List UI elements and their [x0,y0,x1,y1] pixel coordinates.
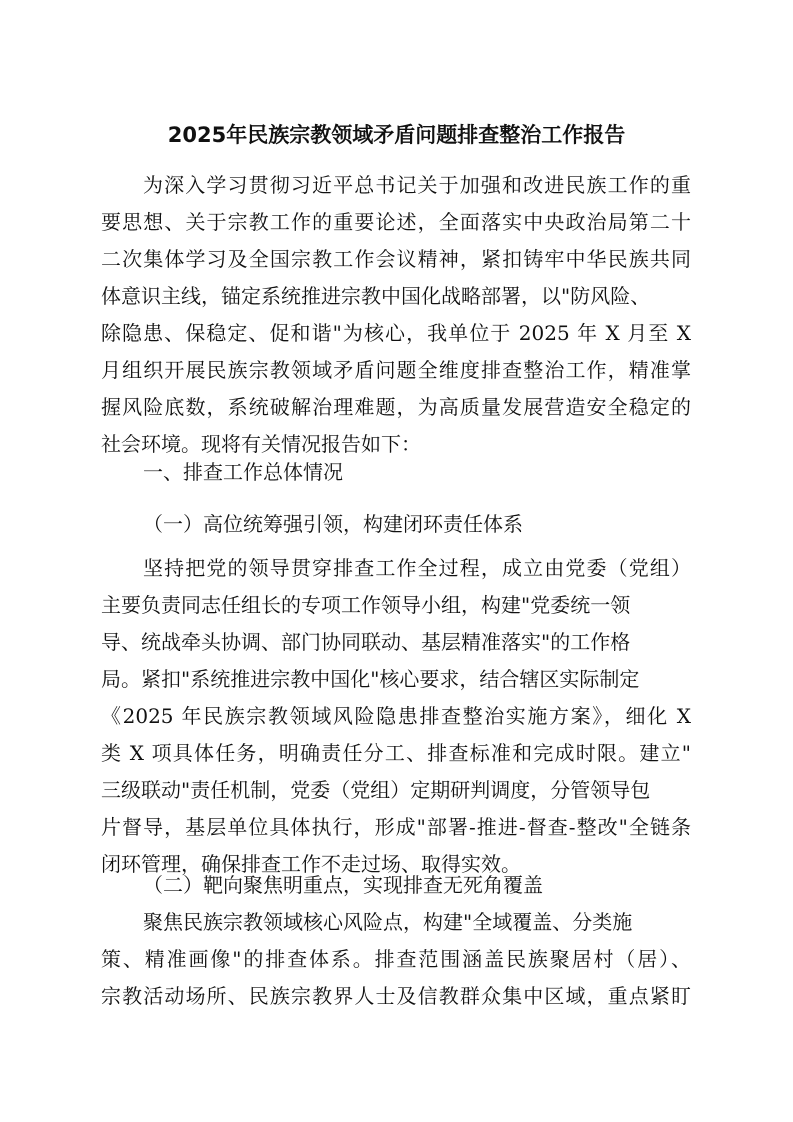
paragraph-1 [101,550,691,883]
text-line: 类 X 项具体任务，明确责任分工、排查标准和完成时限。建立" [101,741,691,765]
document-title: 2025年民族宗教领域矛盾问题排查整治工作报告 [167,123,626,147]
text-line: 主要负责同志任组长的专项工作领导小组，构建"党委统一领 [101,593,631,617]
text-line: 策、精准画像"的排查体系。排查范围涵盖民族聚居村（居）、 [101,947,691,971]
text-line: 除隐患、保稳定、促和谐"为核心，我单位于 2025 年 X 月至 X [101,321,691,345]
text-line: 体意识主线，锚定系统推进宗教中国化战略部署，以"防风险、 [101,284,651,308]
subsection-heading-1: （一）高位统筹强引领，构建闭环责任体系 [143,512,523,536]
text-line: 月组织开展民族宗教领域矛盾问题全维度排查整治工作，精准掌 [101,358,691,382]
intro-paragraph [101,167,691,463]
text-line: 坚持把党的领导贯穿排查工作全过程，成立由党委（党组） [143,556,691,580]
subsection-heading-2: （二）靶向聚焦明重点，实现排查无死角覆盖 [143,873,543,897]
text-line: 社会环境。现将有关情况报告如下： [101,432,421,456]
text-line: 闭环管理，确保排查工作不走过场、取得实效。 [101,852,521,876]
text-line: 局。紧扣"系统推进宗教中国化"核心要求，结合辖区实际制定 [101,667,640,691]
paragraph-2 [101,904,691,1015]
text-line: 聚焦民族宗教领域核心风险点，构建"全域覆盖、分类施 [143,910,633,934]
text-line: 握风险底数，系统破解治理难题，为高质量发展营造安全稳定的 [101,395,691,419]
section-heading-1: 一、排查工作总体情况 [143,460,343,484]
text-line: 《2025 年民族宗教领域风险隐患排查整治实施方案》，细化 X [101,704,691,728]
text-line: 三级联动"责任机制，党委（党组）定期研判调度，分管领导包 [101,778,651,802]
text-line: 二次集体学习及全国宗教工作会议精神，紧扣铸牢中华民族共同 [101,247,691,271]
text-line: 导、统战牵头协调、部门协同联动、基层精准落实"的工作格 [101,630,631,654]
text-line: 要思想、关于宗教工作的重要论述，全面落实中央政治局第二十 [101,210,691,234]
text-line: 片督导，基层单位具体执行，形成"部署-推进-督查-整改"全链条 [101,815,691,839]
text-line: 为深入学习贯彻习近平总书记关于加强和改进民族工作的重 [143,173,691,197]
text-line: 宗教活动场所、民族宗教界人士及信教群众集中区域，重点紧盯 [101,984,691,1008]
